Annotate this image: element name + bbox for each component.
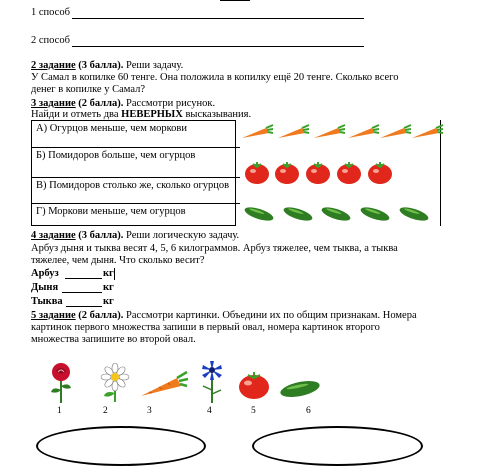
picture-number: 5 (251, 406, 256, 416)
cucumber-icon (398, 206, 430, 222)
method1-label: 1 способ (31, 7, 70, 18)
statements-table (31, 120, 236, 226)
tomato-icon (336, 161, 362, 185)
statement-row-c[interactable] (32, 178, 237, 204)
task5-text-line2: картинок первого множества запиши в первый овал, номера картинок второго (31, 322, 380, 333)
task3-line2-post: высказывания. (182, 109, 252, 120)
task4-points: (3 балла). (75, 230, 124, 241)
task2-heading (31, 60, 183, 72)
cucumber-icon (359, 206, 391, 222)
answer-pumpkin-field[interactable] (66, 306, 102, 307)
tomato-icon (274, 161, 300, 185)
cucumber-icon (320, 206, 352, 222)
method2-label: 2 способ (31, 35, 70, 46)
task5-text-line3: множества запишите во второй овал. (31, 334, 196, 345)
statement-row-a[interactable] (32, 121, 237, 148)
statement-row-b[interactable] (32, 148, 237, 178)
picture-number: 4 (207, 406, 212, 416)
task5-points: (2 балла). (75, 310, 124, 321)
task4-text-line1: Арбуз дыня и тыква весят 4, 5, 6 килограммов. Арбуз тяжелее, чем тыква, а тыква (31, 243, 398, 254)
picture-number: 1 (57, 406, 62, 416)
answer-watermelon-field[interactable] (65, 278, 102, 279)
answer-label: Тыква (31, 296, 63, 307)
task4-heading (31, 230, 239, 242)
picture-number: 2 (103, 406, 108, 416)
answer-label: Дыня (31, 282, 59, 293)
rose-icon (46, 362, 76, 404)
carrot-icon (312, 124, 346, 142)
answer-melon-field[interactable] (62, 292, 102, 293)
picture-number: 6 (306, 406, 311, 416)
task4-text-line2: тяжелее, чем дыня. Что сколько весит? (31, 255, 205, 266)
task2-points: (3 балла). (75, 60, 124, 71)
answer-label: Арбуз (31, 268, 59, 279)
task5-text-line1: Рассмотри картинки. Объедини их по общим признакам. Номера (123, 310, 417, 321)
carrot-icon (378, 124, 412, 142)
row-divider (236, 147, 240, 148)
task2-text-line2: денег в копилке у Самал? (31, 84, 145, 95)
task4-instruction: Реши логическую задачу. (123, 230, 240, 241)
answer-oval-first-set[interactable] (36, 426, 206, 466)
carrot-icon (276, 124, 310, 142)
carrot-icon (240, 124, 274, 142)
tomato-icon (244, 161, 270, 185)
answer-watermelon (31, 268, 59, 280)
tomato-icon (367, 161, 393, 185)
task5-heading (31, 310, 417, 322)
task3-line2-pre: Найди и отметь два (31, 109, 122, 120)
answer-unit: кг (103, 282, 114, 293)
statement-row-d[interactable] (32, 204, 237, 227)
daisy-icon (97, 363, 133, 403)
statement-text: Г) Моркови меньше, чем огурцов (36, 206, 186, 217)
statement-text: Б) Помидоров больше, чем огурцов (36, 150, 196, 161)
answer-unit: кг (103, 268, 114, 279)
tomato-icon (237, 370, 271, 400)
task3-points: (2 балла). (75, 98, 124, 109)
statement-text: В) Помидоров столько же, сколько огурцов (36, 180, 230, 191)
tomato-icon (305, 161, 331, 185)
task3-title: 3 задание (31, 98, 76, 109)
cucumber-icon (278, 378, 322, 400)
row-divider (236, 203, 240, 204)
carrot-icon (139, 370, 189, 400)
task2-instruction: Реши задачу. (123, 60, 184, 71)
answer-pumpkin (31, 296, 63, 308)
carrot-icon (410, 124, 444, 142)
top-short-line (220, 0, 250, 1)
method2-answer-line[interactable] (72, 46, 364, 47)
cucumber-icon (282, 206, 314, 222)
task3-line2-bold: НЕВЕРНЫХ (121, 109, 183, 120)
task2-text-line1: У Самал в копилке 60 тенге. Она положила в копилку ещё 20 тенге. Сколько всего (31, 72, 399, 83)
answer-melon (31, 282, 58, 294)
task4-title: 4 задание (31, 230, 76, 241)
carrot-icon (346, 124, 380, 142)
method1-answer-line[interactable] (72, 18, 364, 19)
cucumber-icon (243, 206, 275, 222)
cornflower-icon (197, 360, 227, 404)
row-divider (236, 177, 240, 178)
picture-number: 3 (147, 406, 152, 416)
text-cursor (114, 268, 115, 280)
answer-oval-second-set[interactable] (252, 426, 423, 466)
statement-text: А) Огурцов меньше, чем моркови (36, 123, 188, 134)
task3-instruction: Рассмотри рисунок. (123, 98, 216, 109)
answer-unit: кг (103, 296, 114, 307)
task5-title: 5 задание (31, 310, 76, 321)
task2-title: 2 задание (31, 60, 76, 71)
